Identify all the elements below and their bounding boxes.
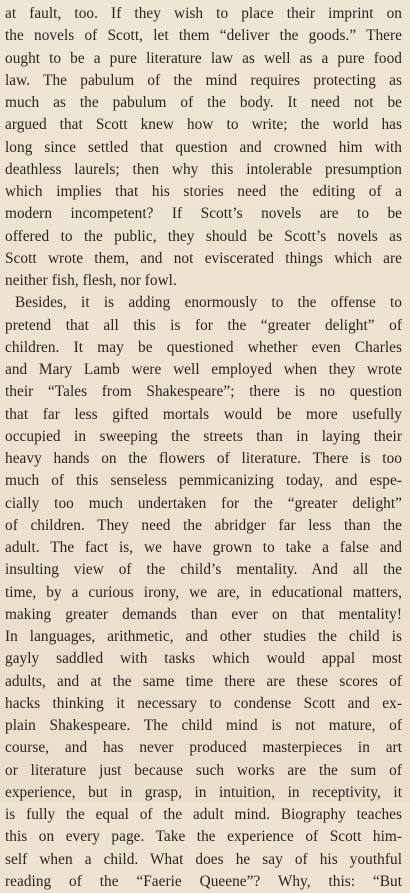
- text-line: is fully the equal of the adult mind. Biography teaches: [5, 806, 402, 823]
- text-line: children. It may be questioned whether even Charles: [5, 338, 402, 356]
- text-line: deathless laurels; then why this intolerable presumption: [5, 160, 402, 178]
- text-line: at fault, too. If they wish to place their imprint on: [5, 5, 402, 22]
- text-line: long since settled that question and crowned him with: [5, 138, 402, 156]
- text-line: or literature just because such works are the sum of: [5, 761, 402, 779]
- text-line: plain Shakespeare. The child mind is not mature, of: [5, 717, 402, 734]
- text-line: Besides, it is adding enormously to the offense to: [15, 294, 402, 312]
- text-line: offered to the public, they should be Scott’s novels as: [5, 227, 402, 245]
- text-line: reading of the “Faerie Queene”? Why, this: “But: [5, 872, 402, 890]
- text-line: occupied in sweeping the streets than in laying their: [5, 427, 402, 445]
- text-line: Scott wrote them, and not eviscerated things which are: [5, 249, 402, 267]
- text-line: which implies that his stories need the editing of a: [5, 183, 402, 200]
- text-line: hacks thinking it necessary to condense Scott and ex-: [5, 694, 402, 712]
- text-line: course, and has never produced masterpieces in art: [5, 739, 402, 757]
- text-line: law. The pabulum of the mind requires protecting as: [5, 71, 402, 89]
- text-line: the novels of Scott, let them “deliver the goods.” There: [5, 27, 402, 45]
- text-line: insulting view of the child’s mentality. And all the: [5, 561, 402, 579]
- text-line: this on every page. Take the experience of Scott him-: [5, 828, 402, 846]
- paragraph-1: [5, 3, 402, 292]
- text-line: their “Tales from Shakespeare”; there is no question: [5, 383, 402, 401]
- text-line: much of this senseless pemmicanizing today, and espe-: [5, 472, 402, 490]
- text-line: experience, but in grasp, in intuition, in receptivity, it: [5, 783, 402, 801]
- text-line: adults, and at the same time there are these scores of: [5, 672, 402, 690]
- text-line: adult. The fact is, we have grown to take a false and: [5, 539, 402, 556]
- text-line: and Mary Lamb were well employed when they wrote: [5, 361, 402, 378]
- text-line: making greater demands than ever on that mentality!: [5, 605, 402, 623]
- text-line: pretend that all this is for the “greater delight” of: [5, 316, 402, 334]
- text-line: heavy hands on the flowers of literature. There is too: [5, 450, 402, 467]
- text-line: gayly saddled with tasks which would appal most: [5, 650, 402, 668]
- text-line: of children. They need the abridger far less than the: [5, 516, 402, 534]
- text-line: argued that Scott knew how to write; the world has: [5, 116, 402, 134]
- text-line: cially too much undertaken for the “greater delight”: [5, 494, 402, 512]
- text-line: In languages, arithmetic, and other studies the child is: [5, 628, 402, 645]
- paragraph-2: [5, 292, 402, 893]
- text-line: self when a child. What does he say of his youthful: [5, 850, 402, 868]
- text-line: that far less gifted mortals would be more usefully: [5, 405, 402, 423]
- text-line: time, by a curious irony, we are, in educational matters,: [5, 583, 402, 601]
- text-line: ought to be a pure literature law as well as a pure food: [5, 49, 402, 67]
- text-line: modern incompetent? If Scott’s novels are to be: [5, 205, 402, 223]
- text-line: neither fish, flesh, nor fowl.: [5, 272, 177, 289]
- text-line: much as the pabulum of the body. It need not be: [5, 94, 402, 111]
